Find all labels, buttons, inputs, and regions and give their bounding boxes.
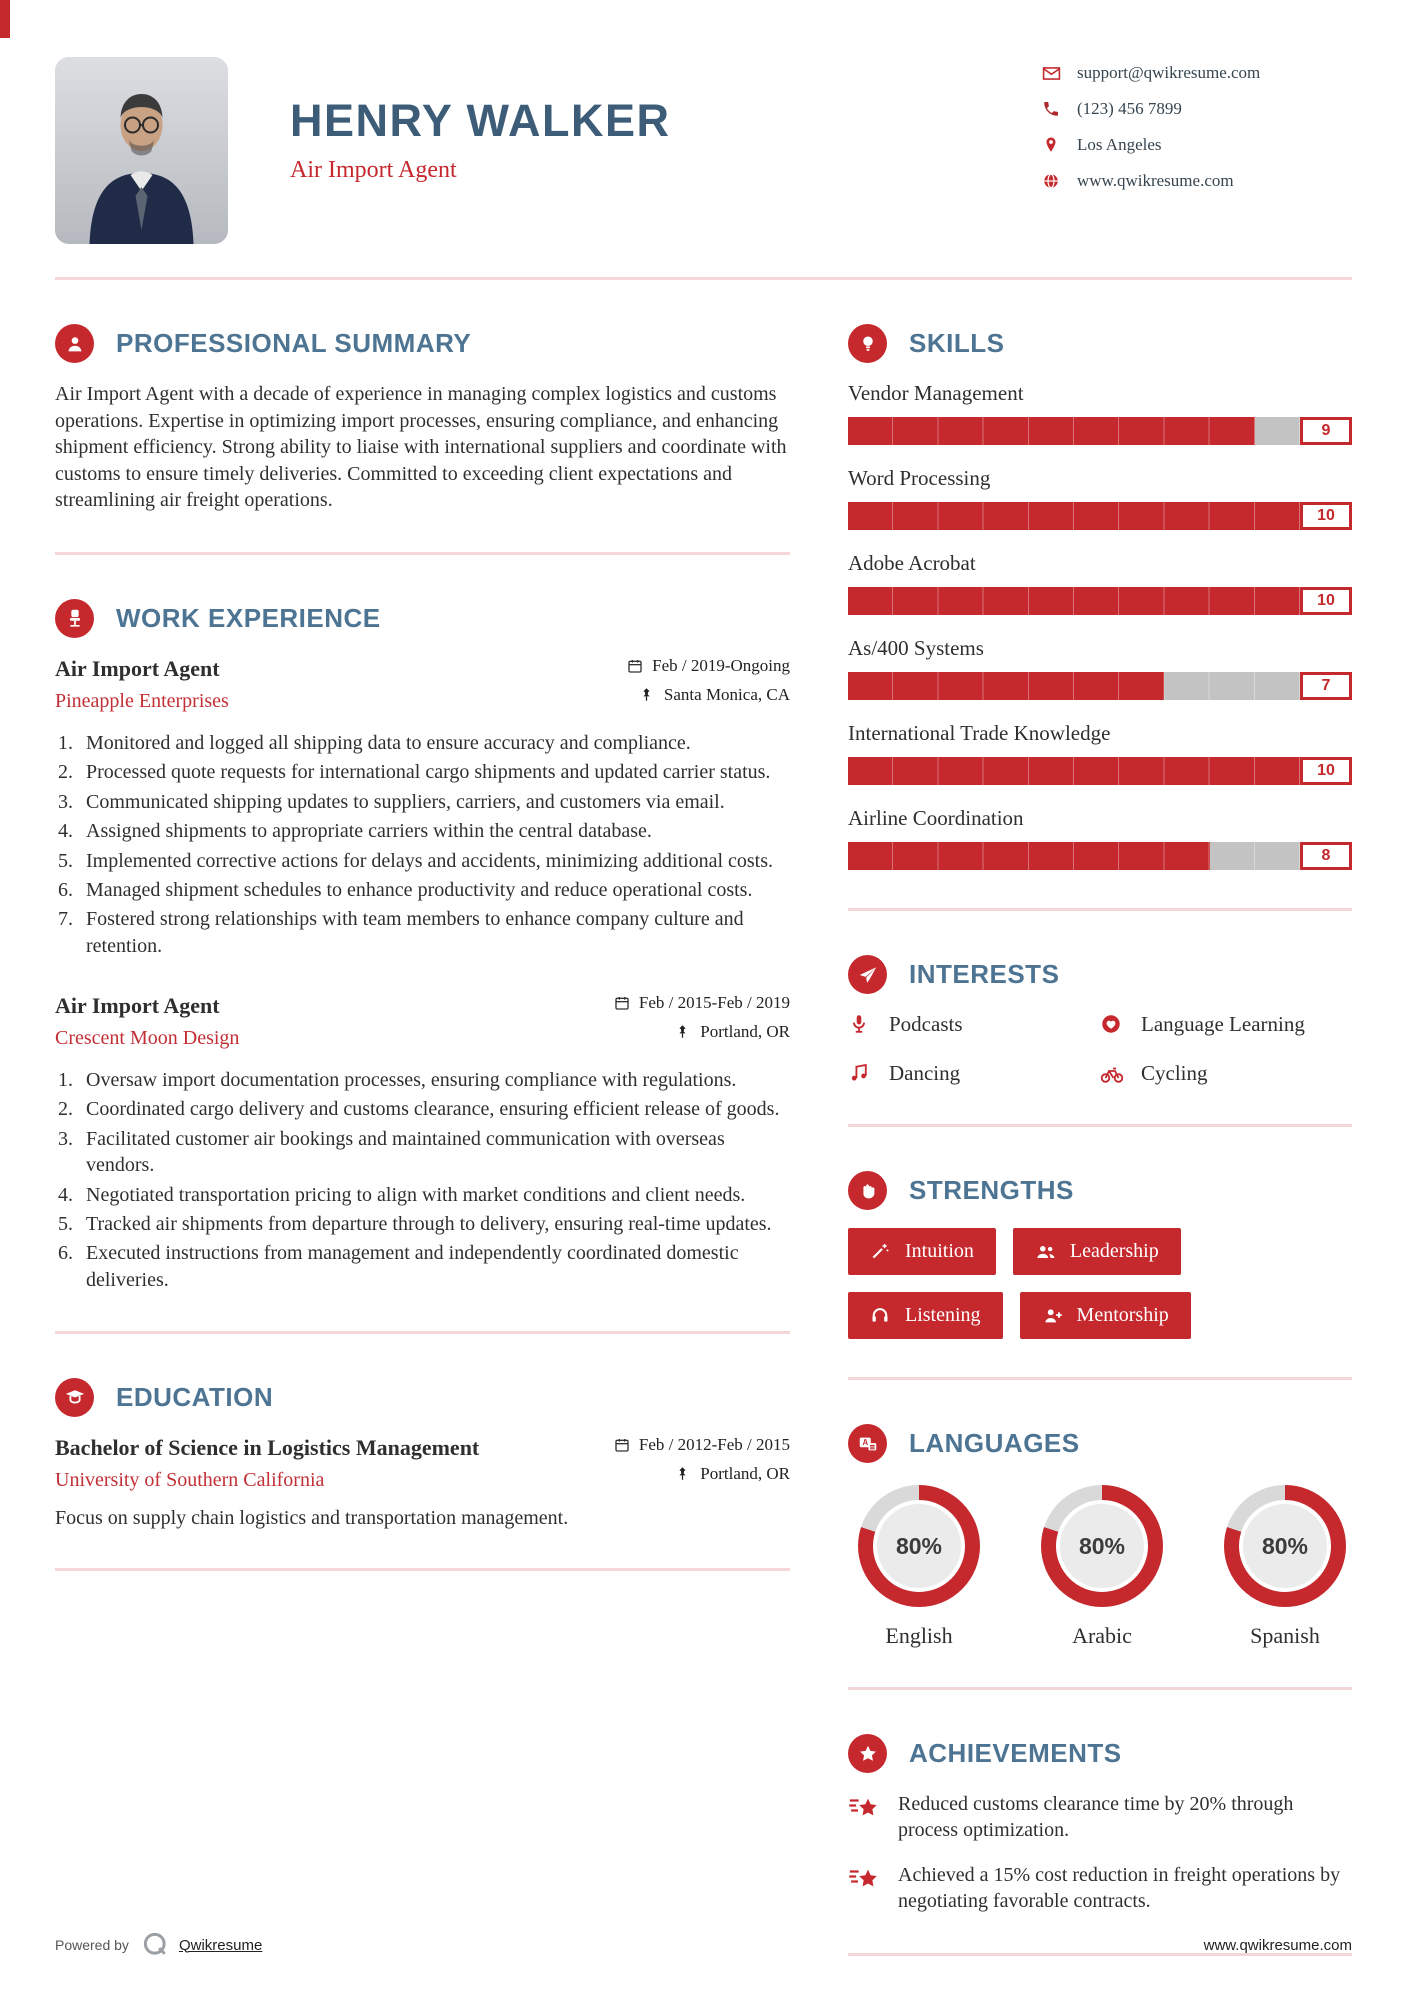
skill-score-badge: 9 [1300, 417, 1352, 445]
section-education [55, 1378, 790, 1417]
skill-bar [848, 587, 1352, 615]
skill-score-badge: 10 [1300, 757, 1352, 785]
interests-list [848, 1012, 1352, 1086]
education-location-text: Portland, OR [700, 1464, 790, 1484]
skill-score-badge: 10 [1300, 587, 1352, 615]
skill-bar [848, 502, 1352, 530]
globe-heart-icon [1100, 1013, 1124, 1037]
education-location [614, 1464, 790, 1484]
right-divider-3 [848, 1377, 1352, 1380]
calendar-icon [627, 658, 643, 674]
contact-location-text: Los Angeles [1077, 135, 1162, 154]
job-dates [627, 656, 790, 676]
skill-row [848, 806, 1352, 870]
translate-icon [848, 1424, 887, 1463]
interests-heading: INTERESTS [909, 959, 1060, 989]
education-date-text: Feb / 2012-Feb / 2015 [638, 1435, 790, 1455]
job-date-text: Feb / 2015-Feb / 2019 [638, 993, 790, 1013]
profile-photo [55, 57, 228, 244]
interest-item [848, 1061, 1100, 1086]
strength-chip [848, 1292, 1003, 1339]
job-entry [55, 656, 790, 959]
paper-plane-icon [848, 955, 887, 994]
interest-item [848, 1012, 1100, 1037]
svg-text:A: A [861, 1437, 868, 1447]
summary-text: Air Import Agent with a decade of experience in managing complex logistics and customs operations. Expertise in optimizing import processes, ensuring compliance, and enhancing shipment efficiency. Strong ability to liaise with international suppliers and coordinate with customs to ensure timely deliveries. Committed to exceeding client expectations and streamlining air freight operations. [55, 383, 787, 512]
skill-label: International Trade Knowledge [848, 721, 1111, 745]
fist-icon [848, 1171, 887, 1210]
globe-icon [1042, 172, 1061, 191]
job-location-text: Portland, OR [700, 1022, 790, 1042]
calendar-icon [614, 1437, 630, 1453]
language-label: Arabic [1072, 1623, 1132, 1648]
strengths-heading: STRENGTHS [909, 1175, 1074, 1205]
phone-icon [1042, 100, 1061, 119]
skill-bar [848, 672, 1352, 700]
language-percent: 80% [1078, 1532, 1126, 1559]
right-divider-2 [848, 1124, 1352, 1127]
interest-label: Podcasts [889, 1012, 963, 1036]
pushpin-icon [675, 1024, 691, 1040]
job-bullet: Managed shipment schedules to enhance productivity and reduce operational costs. [86, 878, 753, 901]
skills-list [848, 381, 1352, 870]
contact-block [1042, 57, 1352, 207]
education-entry [55, 1435, 790, 1530]
strength-label: Mentorship [1076, 1304, 1169, 1326]
degree: Bachelor of Science in Logistics Management [55, 1435, 480, 1461]
language-percent: 80% [895, 1532, 943, 1559]
language-item [858, 1485, 980, 1649]
skill-score-badge: 7 [1300, 672, 1352, 700]
job-bullet: Processed quote requests for international cargo shipments and updated carrier status. [86, 761, 771, 784]
language-progress-ring [858, 1485, 980, 1607]
skill-row [848, 381, 1352, 445]
lightbulb-icon [848, 324, 887, 363]
languages-list [848, 1481, 1352, 1649]
skills-heading: SKILLS [909, 328, 1005, 358]
office-chair-icon [55, 599, 94, 638]
job-bullet-list [55, 1067, 790, 1293]
qwikresume-logo-icon [141, 1930, 171, 1960]
skill-bar [848, 417, 1352, 445]
job-bullet: Executed instructions from management and independently coordinated domestic deliveries. [86, 1242, 739, 1291]
section-skills [848, 324, 1352, 363]
right-divider-4 [848, 1687, 1352, 1690]
language-item [1224, 1485, 1346, 1649]
envelope-icon [1042, 64, 1061, 83]
job-bullet: Coordinated cargo delivery and customs clearance, ensuring efficient release of goods. [86, 1098, 780, 1121]
language-label: English [885, 1623, 953, 1648]
job-bullet: Tracked air shipments from departure through to delivery, ensuring real-time updates. [86, 1213, 772, 1236]
skill-row [848, 636, 1352, 700]
job-location [614, 1022, 790, 1042]
job-location-text: Santa Monica, CA [663, 684, 790, 704]
qwikresume-link[interactable]: Qwikresume [178, 1936, 263, 1954]
contact-email-text[interactable]: support@qwikresume.com [1077, 63, 1261, 82]
skill-bar [848, 757, 1352, 785]
languages-heading: LANGUAGES [909, 1428, 1080, 1458]
pushpin-icon [639, 687, 655, 703]
language-percent: 80% [1261, 1532, 1309, 1559]
shooting-star-icon [848, 1864, 880, 1896]
achievement-text: Achieved a 15% cost reduction in freight operations by negotiating favorable contracts. [898, 1863, 1341, 1913]
section-achievements [848, 1734, 1352, 1773]
language-progress-ring [1224, 1485, 1346, 1607]
graduate-icon [55, 1378, 94, 1417]
job-title: Air Import Agent [55, 993, 220, 1019]
job-bullet: Facilitated customer air bookings and maintained communication with overseas vendors. [86, 1127, 725, 1177]
person-plus-icon [1042, 1305, 1064, 1327]
section-interests [848, 955, 1352, 994]
powered-by-text: Powered by [55, 1937, 129, 1953]
skill-label: Airline Coordination [848, 806, 1024, 830]
skill-score-badge: 8 [1300, 842, 1352, 870]
magic-wand-icon [870, 1241, 892, 1263]
job-company: Pineapple Enterprises [55, 689, 229, 712]
left-divider-1 [55, 552, 790, 555]
achievements-heading: ACHIEVEMENTS [909, 1738, 1122, 1768]
skill-row [848, 466, 1352, 530]
achievement-item [848, 1791, 1352, 1844]
right-divider-1 [848, 908, 1352, 911]
skill-label: Vendor Management [848, 381, 1024, 405]
left-divider-2 [55, 1331, 790, 1334]
job-bullet: Assigned shipments to appropriate carriers within the central database. [86, 820, 652, 843]
contact-website [1042, 171, 1352, 191]
language-item [1041, 1485, 1163, 1649]
job-dates [614, 993, 790, 1013]
job-location [627, 685, 790, 705]
section-languages [848, 1424, 1352, 1463]
skill-label: Adobe Acrobat [848, 551, 976, 575]
job-bullet: Implemented corrective actions for delays and accidents, minimizing additional costs. [86, 849, 774, 872]
star-icon [848, 1734, 887, 1773]
education-note: Focus on supply chain logistics and transportation management. [55, 1507, 569, 1530]
interest-label: Language Learning [1141, 1012, 1305, 1036]
footer-site-url[interactable]: www.qwikresume.com [1203, 1936, 1352, 1954]
header [55, 0, 1352, 244]
skill-label: Word Processing [848, 466, 991, 490]
education-heading: EDUCATION [116, 1382, 274, 1413]
job-bullet: Fostered strong relationships with team members to enhance company culture and retention. [86, 908, 744, 957]
skill-bar [848, 842, 1352, 870]
achievement-text: Reduced customs clearance time by 20% through process optimization. [898, 1793, 1294, 1842]
section-professional-summary [55, 324, 790, 363]
section-strengths [848, 1171, 1352, 1210]
contact-phone [1042, 99, 1352, 119]
skill-score-badge: 10 [1300, 502, 1352, 530]
skill-row [848, 551, 1352, 615]
strength-label: Leadership [1069, 1240, 1159, 1262]
headphones-icon [870, 1305, 892, 1327]
corner-accent-bar [0, 0, 10, 38]
language-label: Spanish [1250, 1623, 1320, 1648]
strengths-list [848, 1228, 1352, 1339]
location-pin-icon [1042, 136, 1061, 155]
person-icon [55, 324, 94, 363]
interest-label: Dancing [889, 1061, 961, 1085]
strength-label: Listening [905, 1304, 981, 1326]
strength-chip [1013, 1228, 1181, 1275]
footer [55, 1930, 1352, 1960]
language-progress-ring [1041, 1485, 1163, 1607]
strength-chip [848, 1228, 996, 1275]
shooting-star-icon [848, 1793, 880, 1825]
achievement-item [848, 1862, 1352, 1915]
contact-email [1042, 63, 1352, 83]
contact-phone-text: (123) 456 7899 [1077, 99, 1182, 118]
pushpin-icon [675, 1466, 691, 1482]
job-company: Crescent Moon Design [55, 1027, 240, 1050]
interest-item [1100, 1012, 1352, 1037]
job-bullet-list [55, 730, 790, 959]
job-bullet: Negotiated transportation pricing to align with market conditions and client needs. [86, 1183, 746, 1206]
left-divider-3 [55, 1568, 790, 1571]
strength-chip [1020, 1292, 1191, 1339]
strength-label: Intuition [905, 1240, 974, 1262]
job-title: Air Import Agent [55, 655, 220, 681]
section-work-experience [55, 599, 790, 638]
skill-label: As/400 Systems [848, 636, 984, 660]
education-dates [614, 1435, 790, 1455]
interest-label: Cycling [1141, 1061, 1208, 1085]
contact-website-text[interactable]: www.qwikresume.com [1077, 171, 1234, 190]
skill-row [848, 721, 1352, 785]
achievements-list [848, 1791, 1352, 1915]
candidate-title: Air Import Agent [290, 157, 457, 183]
contact-location [1042, 135, 1352, 155]
job-bullet: Monitored and logged all shipping data to ensure accuracy and compliance. [86, 731, 691, 754]
job-bullet: Communicated shipping updates to suppliers, carriers, and customers via email. [86, 790, 725, 813]
job-entry [55, 993, 790, 1293]
microphone-icon [848, 1013, 872, 1037]
users-icon [1035, 1241, 1057, 1263]
summary-heading: PROFESSIONAL SUMMARY [116, 328, 472, 358]
bicycle-icon [1100, 1062, 1124, 1086]
job-date-text: Feb / 2019-Ongoing [652, 655, 790, 675]
school: University of Southern California [55, 1469, 325, 1492]
interest-item [1100, 1061, 1352, 1086]
experience-heading: WORK EXPERIENCE [116, 602, 381, 633]
candidate-name: HENRY WALKER [290, 95, 671, 146]
job-bullet: Oversaw import documentation processes, ensuring compliance with regulations. [86, 1069, 737, 1092]
calendar-icon [614, 995, 630, 1011]
music-note-icon [848, 1062, 872, 1086]
profile-photo-illustration [55, 57, 228, 244]
